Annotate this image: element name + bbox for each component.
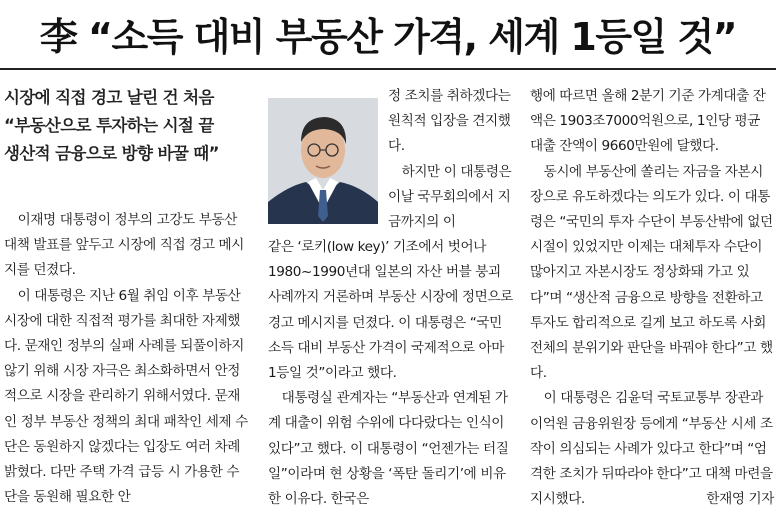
headline-divider	[0, 68, 776, 70]
article-column-2-top	[388, 84, 514, 160]
subheadline-line: 생산적 금융으로 방향 바꿀 때”	[4, 144, 219, 163]
headline: 李 “소득 대비 부동산 가격, 세계 1등일 것”	[39, 14, 737, 59]
president-photo	[268, 98, 378, 224]
paragraph	[530, 386, 774, 512]
paragraph: 이재명 대통령이 정부의 고강도 부동산 대책 발표를 앞두고 시장에 직접 경고 메시지를 던졌다.	[4, 212, 244, 279]
portrait-image	[268, 98, 378, 224]
paragraph: 정 조치를 취하겠다는 원칙적 입장을 견지했다.	[388, 88, 511, 155]
paragraph: 하지만 이 대통령은 이날 국무회의에서 지금까지의 이	[388, 164, 512, 231]
article-column-2-mid	[388, 160, 514, 236]
paragraph: 행에 따르면 올해 2분기 기준 가계대출 잔액은 1903조7000억원으로, 1인당 평균 대출 잔액이 9660만원에 달했다.	[530, 88, 766, 155]
article-column-3	[530, 84, 774, 512]
subheadline-line: “부동산으로 투자하는 시절 끝	[4, 116, 214, 135]
paragraph: 대통령실 관계자는 “부동산과 연계된 가계 대출이 위험 수위에 다다랐다는 인식이 있다”고 했다. 이 대통령이 “언젠가는 터질 일”이라며 현 상황을 ‘폭탄 돌리기’에 비유한 이유다. 한국은	[268, 390, 509, 508]
subheadline-line: 시장에 직접 경고 날린 건 처음	[4, 88, 214, 107]
paragraph: 동시에 부동산에 쏠리는 자금을 자본시장으로 유도하겠다는 의도가 있다. 이 대통령은 “국민의 투자 수단이 부동산밖에 없던 시절이 있었지만 이제는 대체투자 수단이 많아지고 자본시장도 정상화돼 가고 있다”며 “생산적 금융으로 방향을 전환하고 투자도 합리적으로 길게 보고 하도록 사회 전체의 분위기와 판단을 바꿔야 한다”고 했다.	[530, 163, 773, 382]
paragraph: 같은 ‘로키(low key)’ 기조에서 벗어나 1980~1990년대 일본의 자산 버블 붕괴 사례까지 거론하며 부동산 시장에 정면으로 경고 메시지를 던졌다. 이 대통령은 “국민소득 대비 부동산 가격이 국제적으로 아마 1등일 것”이라고 했다.	[268, 239, 513, 382]
paragraph-text: 이 대통령은 김윤덕 국토교통부 장관과 이억원 금융위원장 등에게 “부동산 시세 조작이 의심되는 사례가 있다고 한다”며 “엄격한 조치가 뒤따라야 한다”고 대책 마련을 지시했다.	[530, 390, 773, 508]
article-column-1	[4, 208, 251, 510]
article-column-2	[268, 235, 514, 512]
byline: 한재영 기자	[706, 491, 774, 508]
subheadline	[4, 84, 251, 168]
paragraph: 이 대통령은 지난 6월 취임 이후 부동산 시장에 대한 직접적 평가를 최대한 자제했다. 문재인 정부의 실패 사례를 되풀이하지 않기 위해 시장 자극은 최소화하면서 안정적으로 시장을 관리하기 위해서였다. 문재인 정부 부동산 정책의 최대 패착인 세제 수단은 동원하지 않겠다는 입장도 여러 차례 밝혔다. 다만 주택 가격 급등 시 가용한 수단을 동원해 필요한 안	[4, 287, 248, 506]
